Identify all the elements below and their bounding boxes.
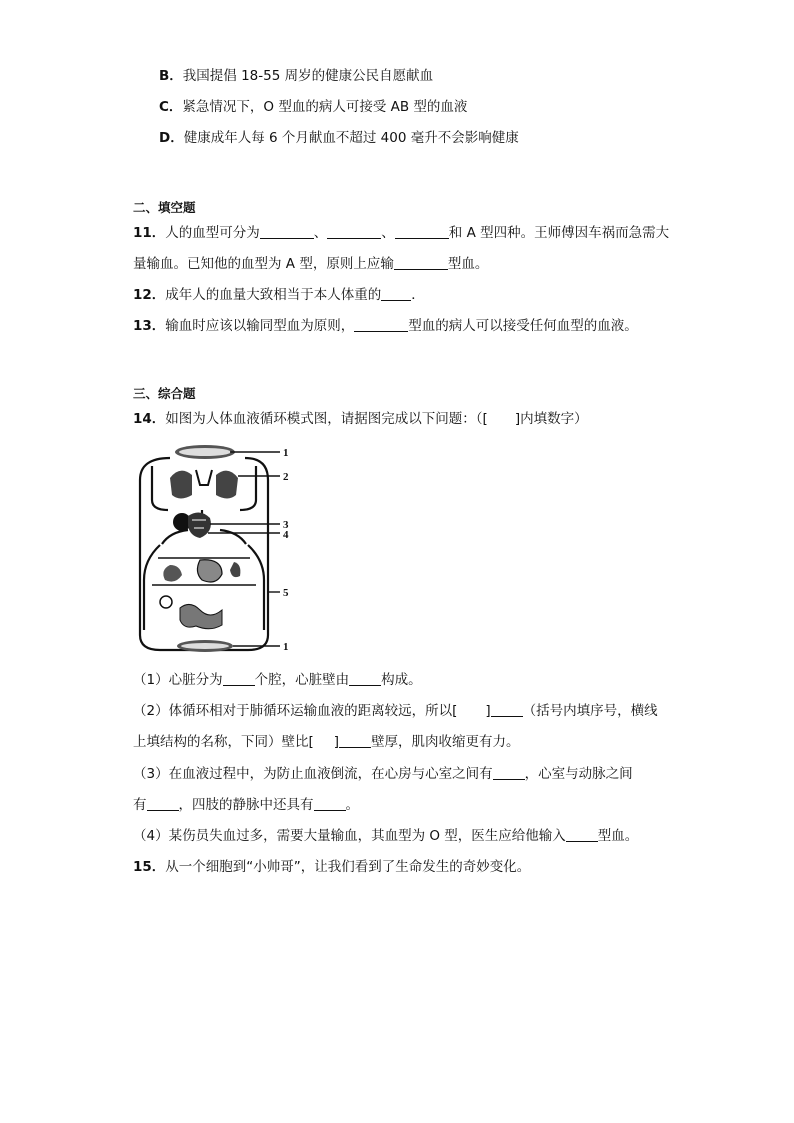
option-text: 我国提倡 18-55 周岁的健康公民自愿献血 [182, 68, 434, 84]
question-text: 从一个细胞到“小帅哥”，让我们看到了生命发生的奇妙变化。 [165, 859, 531, 875]
answer-blank[interactable] [327, 225, 381, 239]
question-text: 型血。 [447, 256, 489, 272]
answer-blank[interactable] [394, 256, 448, 270]
option-text: 紧急情况下，O 型血的病人可接受 AB 型的血液 [182, 99, 468, 115]
answer-blank[interactable] [395, 225, 449, 239]
question-text: （1）心脏分为 [133, 672, 223, 688]
answer-blank[interactable] [314, 797, 346, 811]
question-14 [133, 410, 588, 428]
question-number: 12． [133, 287, 166, 303]
figure-label-3: 3 [283, 519, 289, 531]
question-text: 壁厚，肌肉收缩更有力。 [371, 734, 520, 750]
heart [173, 512, 211, 538]
answer-blank[interactable] [491, 703, 523, 717]
option-b [159, 67, 433, 85]
blood-circulation-diagram [130, 440, 305, 658]
question-11-line2 [133, 255, 488, 273]
question-text: 构成。 [381, 672, 422, 688]
answer-blank[interactable] [223, 672, 255, 686]
question-text: 成年人的血量大致相当于本人体重的 [165, 287, 382, 303]
answer-blank[interactable] [493, 766, 525, 780]
answer-blank[interactable] [381, 287, 411, 301]
question-number: 13． [133, 318, 166, 334]
option-letter: D． [159, 130, 184, 146]
question-text: 量输血。已知他的血型为 A 型，原则上应输 [133, 256, 394, 272]
question-text: ] [333, 734, 340, 750]
question-text: 上填结构的名称，下同）壁比[ [133, 734, 314, 750]
figure-label-2: 2 [283, 471, 289, 483]
lung-capillaries [175, 445, 235, 459]
question-text: ． [411, 287, 425, 303]
question-14-part-1 [133, 671, 422, 689]
option-letter: B． [159, 68, 183, 84]
section-title-comprehensive: 三、综合题 [133, 386, 196, 401]
question-15 [133, 858, 530, 876]
option-letter: C． [159, 99, 183, 115]
option-d [159, 129, 519, 147]
question-text: ，四肢的静脉中还具有 [178, 797, 314, 813]
question-14-part-3-line1 [133, 765, 633, 783]
question-text: ] [485, 703, 491, 719]
question-text: 输血时应该以输同型血为原则， [165, 318, 355, 334]
separator: 、 [313, 225, 328, 241]
question-text: 有 [133, 797, 147, 813]
question-14-part-3-line2 [133, 796, 359, 814]
question-number: 14． [133, 411, 166, 427]
question-text: （4）某伤员失血过多，需要大量输血，其血型为 O 型，医生应给他输入 [133, 828, 566, 844]
answer-blank[interactable] [349, 672, 381, 686]
question-text: 如图为人体血液循环模式图，请据图完成以下问题：（[ ]内填数字） [165, 411, 588, 427]
question-text: 和 A 型四种。王师傅因车祸而急需大 [448, 225, 670, 241]
question-text: （括号内填序号，横线 [522, 703, 658, 719]
question-text: 。 [345, 797, 359, 813]
answer-blank[interactable] [339, 734, 371, 748]
option-text: 健康成年人每 6 个月献血不超过 400 毫升不会影响健康 [183, 130, 519, 146]
question-13 [133, 317, 638, 335]
answer-blank[interactable] [566, 828, 598, 842]
question-11-line1 [133, 224, 669, 242]
question-text: （2）体循环相对于肺循环运输血液的距离较远，所以[ [133, 703, 458, 719]
answer-blank[interactable] [147, 797, 179, 811]
question-number: 15． [133, 859, 166, 875]
question-12 [133, 286, 425, 304]
separator: 、 [381, 225, 395, 241]
answer-blank[interactable] [260, 225, 314, 239]
abdominal-organs [160, 560, 240, 629]
figure-label-5: 5 [283, 587, 289, 599]
question-14-part-4 [133, 827, 638, 845]
question-text: 个腔，心脏壁由 [254, 672, 350, 688]
question-text: （3）在血液过程中，为防止血液倒流，在心房与心室之间有 [133, 766, 493, 782]
figure-label-1: 1 [283, 447, 289, 459]
question-14-part-2-line2 [133, 733, 520, 751]
question-text: ，心室与动脉之间 [524, 766, 633, 782]
lungs [170, 470, 238, 499]
section-title-fill-blank: 二、填空题 [133, 200, 196, 215]
question-text: 型血的病人可以接受任何血型的血液。 [408, 318, 638, 334]
answer-blank[interactable] [354, 318, 408, 332]
question-text: 人的血型可分为 [165, 225, 260, 241]
body-capillaries [177, 640, 233, 652]
question-14-part-2-line1 [133, 702, 658, 720]
figure-label-4: 4 [283, 529, 289, 541]
question-text: 型血。 [597, 828, 639, 844]
question-number: 11． [133, 225, 166, 241]
option-c [159, 98, 467, 116]
figure-label-1b: 1 [283, 641, 289, 653]
